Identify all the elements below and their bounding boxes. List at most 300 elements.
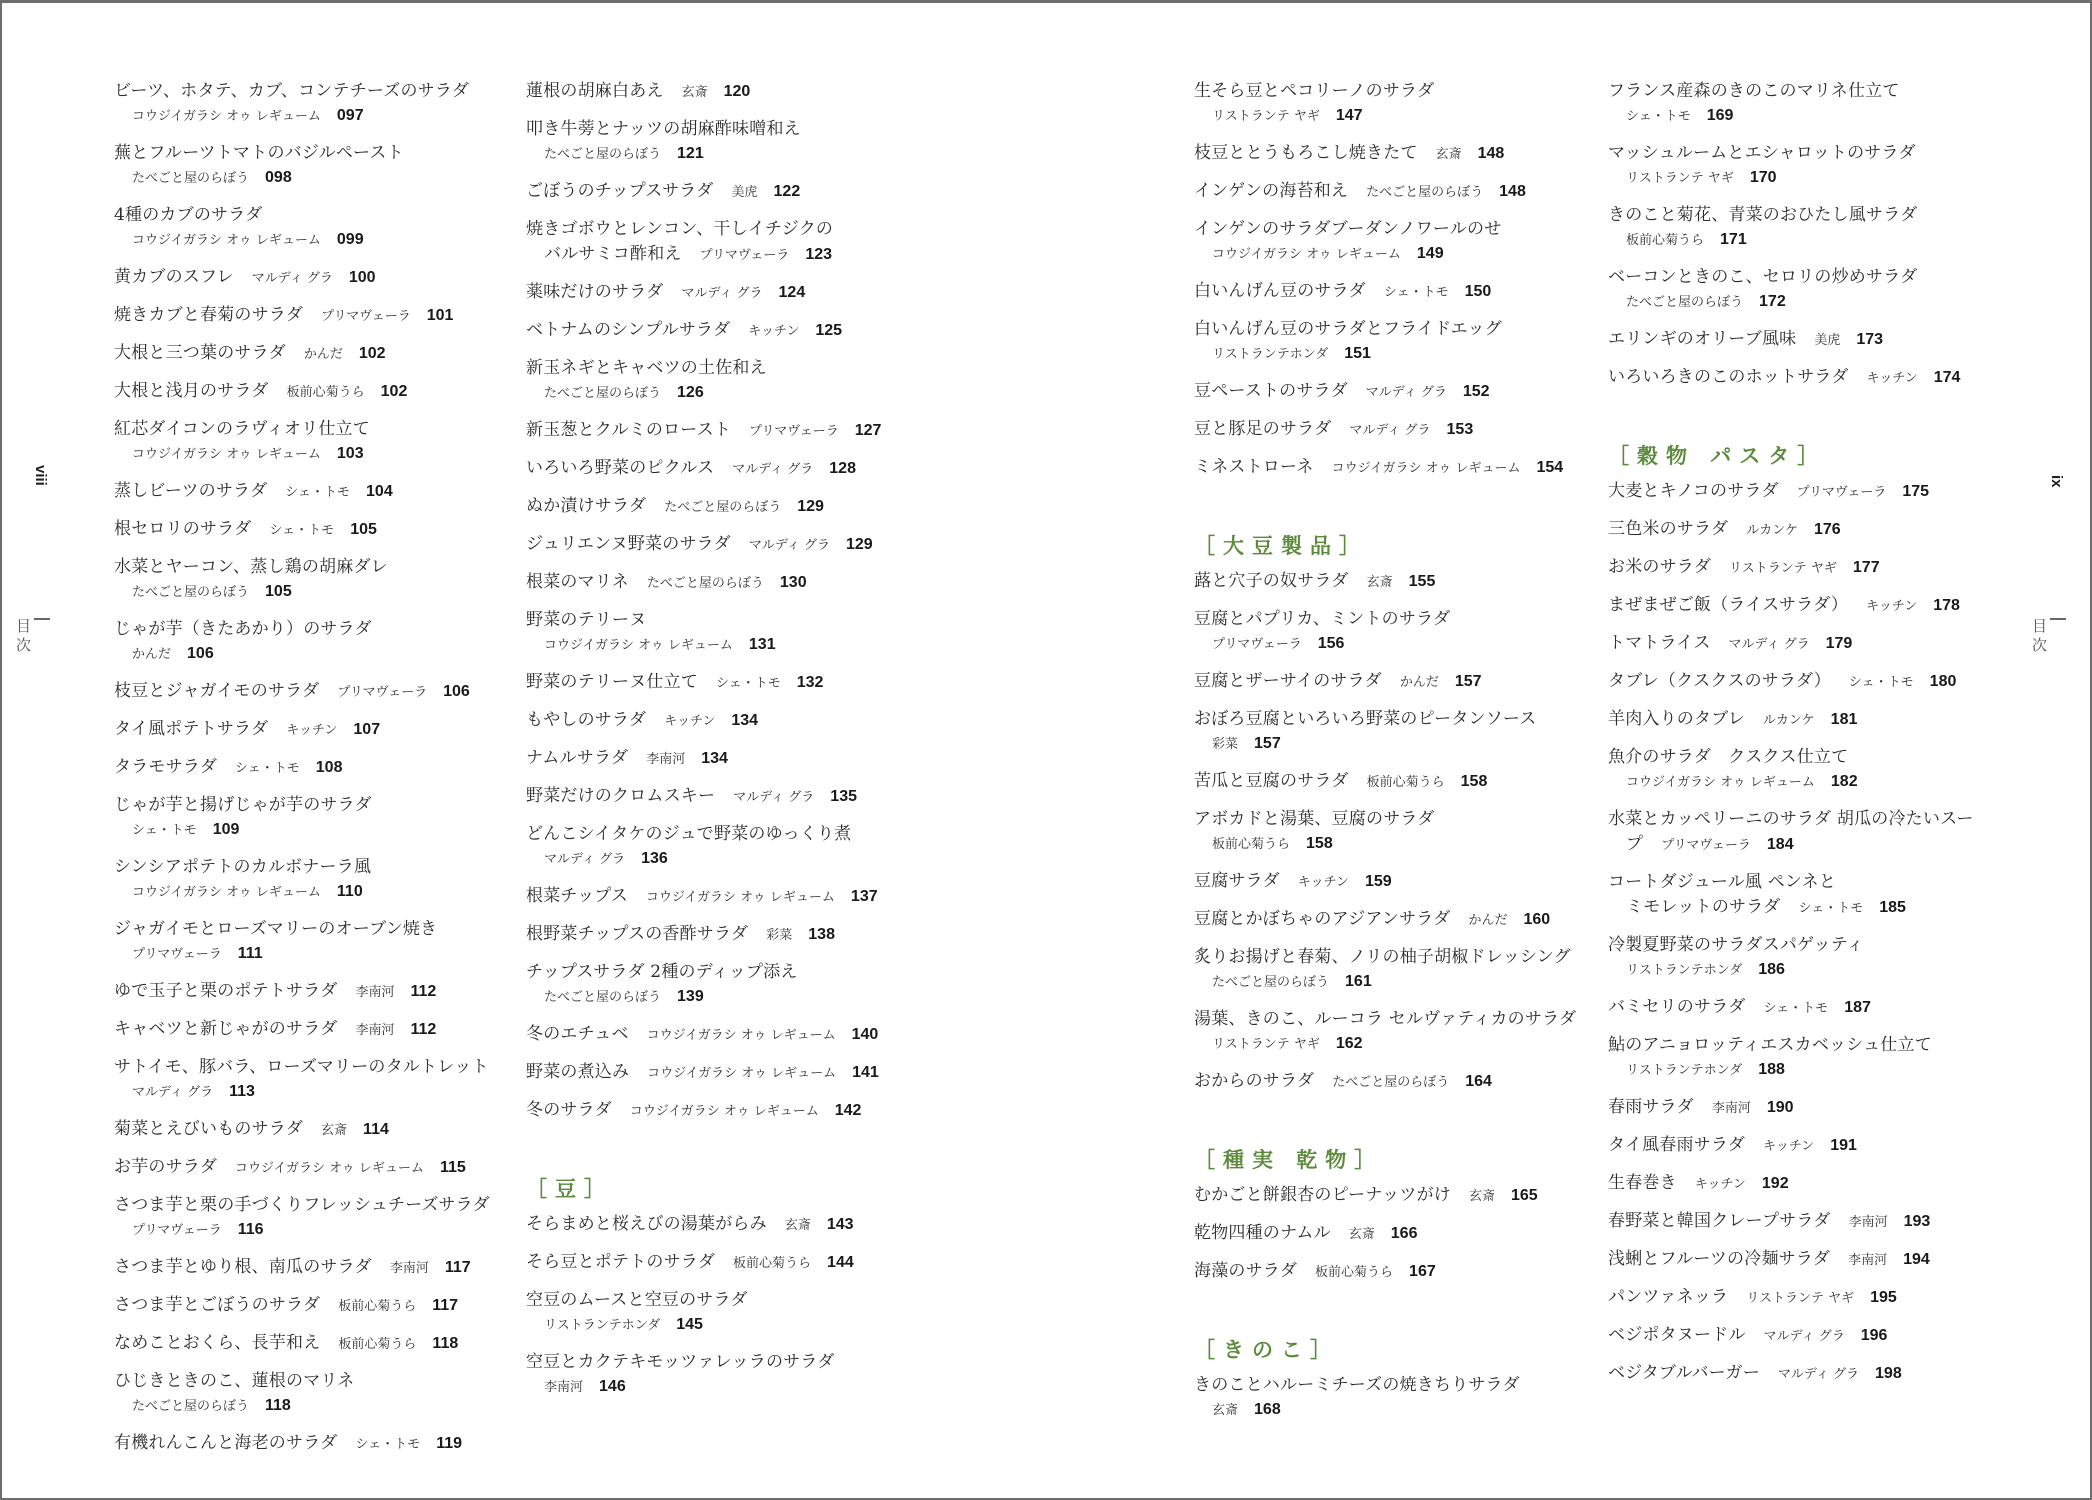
restaurant-name: コウジイガラシ オゥ レギューム [235,1161,424,1176]
toc-entry[interactable] [114,303,524,329]
toc-entry[interactable] [114,1331,524,1357]
dish-title: おぼろ豆腐といろいろ野菜のピータンソース [1194,709,1537,729]
page-number: 180 [1929,673,1957,690]
toc-entry[interactable] [114,1193,524,1243]
toc-entry[interactable] [114,1017,524,1043]
toc-entry[interactable] [526,456,936,482]
toc-entry[interactable] [1194,1183,1604,1209]
page-number: 152 [1462,383,1490,400]
page-number: 118 [265,1397,291,1414]
restaurant-name: プリマヴェーラ [749,424,839,439]
dish-title: 冬のサラダ [526,1100,612,1120]
toc-entry[interactable] [1194,769,1604,795]
page-number: 158 [1306,835,1333,852]
toc-entry[interactable] [114,793,524,843]
entry-second-line [114,818,524,843]
toc-entry[interactable] [114,1117,524,1143]
dish-title: 菊菜とえびいものサラダ [114,1119,304,1139]
page-number: 153 [1446,421,1474,438]
toc-entry[interactable] [526,570,936,596]
dish-title: インゲンのサラダブーダンノワールのせ [1194,219,1502,239]
entry-second-line [114,104,524,129]
toc-entry[interactable] [1608,1285,2018,1311]
toc-entry[interactable] [526,822,936,872]
restaurant-name: キッチン [1866,599,1918,614]
dish-title: 苦瓜と豆腐のサラダ [1194,771,1349,791]
page-number: 127 [854,422,882,439]
dish-title-continued: ミモレットのサラダ [1626,897,1781,917]
page-number: 109 [212,821,240,838]
dish-title: 冷製夏野菜のサラダスパゲッティ [1608,935,1864,955]
restaurant-name: コウジイガラシ オゥ レギューム [1331,461,1521,476]
page-number: 169 [1706,107,1734,124]
toc-entry[interactable] [114,917,524,967]
page-number: 128 [829,460,856,477]
page-number: 113 [229,1083,255,1100]
toc-entry[interactable] [1194,1221,1604,1247]
page-number: 141 [852,1064,879,1081]
toc-entry[interactable] [1608,479,2018,505]
page-number: 105 [350,521,377,538]
toc-entry[interactable] [526,608,936,658]
page-number: 154 [1536,459,1564,476]
page-number: 122 [773,183,801,200]
toc-entry[interactable] [114,517,524,543]
restaurant-name: リストランテホンダ [544,1318,661,1333]
toc-entry[interactable] [526,960,936,1010]
toc-entry[interactable] [1608,79,2018,129]
entry-second-line [1194,632,1604,657]
toc-entry[interactable] [526,1350,936,1400]
dish-title: コートダジュール風 ペンネと [1608,872,1837,892]
toc-entry[interactable] [1608,1361,2018,1387]
restaurant-name: マルディ グラ [681,286,763,301]
restaurant-name: たべごと屋のらぼう [544,990,662,1005]
toc-entry[interactable] [1608,631,2018,657]
toc-entry[interactable] [1194,417,1604,443]
toc-entry[interactable] [1608,1095,2018,1121]
toc-entry[interactable] [1194,607,1604,657]
page-number: 185 [1879,899,1906,916]
restaurant-name: たべごと屋のらぼう [544,147,662,162]
dish-title: 大根と浅月のサラダ [114,381,269,401]
toc-entry[interactable] [114,1255,524,1281]
dish-title: 大根と三つ葉のサラダ [114,343,286,363]
toc-entry[interactable] [1608,933,2018,983]
restaurant-name: キッチン [664,714,716,729]
toc-entry[interactable] [1194,279,1604,305]
toc-entry[interactable] [1194,869,1604,895]
toc-entry[interactable] [114,379,524,405]
restaurant-name: シェ・トモ [132,823,197,838]
toc-entry[interactable] [1608,995,2018,1021]
dish-title: 生春巻き [1608,1173,1677,1193]
toc-entry[interactable] [1194,141,1604,167]
dish-title: 鮎のアニョロッティエスカベッシュ仕立て [1608,1035,1932,1055]
page-number: 116 [237,1221,264,1238]
dish-title: 羊肉入りのタブレ [1608,709,1745,729]
toc-entry[interactable] [114,341,524,367]
toc-entry[interactable] [1608,327,2018,353]
dish-title: キャベツと新じゃがのサラダ [114,1019,338,1039]
page-number: 158 [1460,773,1488,790]
restaurant-name: たべごと屋のらぼう [646,576,764,591]
dish-title: ベーコンときのこ、セロリの炒めサラダ [1608,267,1918,287]
toc-entry[interactable] [1194,945,1604,995]
dish-title: 新玉葱とクルミのロースト [526,420,732,440]
page-number: 150 [1464,283,1492,300]
page-number: 195 [1870,1289,1897,1306]
toc-entry[interactable] [1608,745,2018,795]
toc-entry[interactable] [1194,455,1604,481]
toc-entry[interactable] [1608,1247,2018,1273]
toc-entry[interactable] [526,356,936,406]
page-number: 145 [676,1316,703,1333]
toc-entry[interactable] [526,1250,936,1276]
page-number: 142 [834,1102,862,1119]
restaurant-name: キッチン [1763,1139,1815,1154]
page-number: 102 [358,345,386,362]
toc-entry[interactable] [1194,179,1604,205]
restaurant-name: コウジイガラシ オゥ レギューム [1626,775,1815,790]
toc-entry[interactable] [526,708,936,734]
toc-entry[interactable] [114,417,524,467]
toc-entry[interactable] [526,1288,936,1338]
entry-second-line [1194,104,1604,129]
toc-entry[interactable] [1194,1007,1604,1057]
toc-entry[interactable] [1608,1323,2018,1349]
dish-title: ベトナムのシンプルサラダ [526,320,731,340]
page-number: 125 [815,322,843,339]
toc-entry[interactable] [1608,265,2018,315]
toc-entry[interactable] [526,418,936,444]
toc-entry[interactable] [1608,517,2018,543]
entry-second-line [526,242,936,268]
restaurant-name: プリマヴェーラ [699,248,790,263]
dish-title: 野菜だけのクロムスキー [526,786,716,806]
dish-title: もやしのサラダ [526,710,647,730]
dish-title: 生そら豆とペコリーノのサラダ [1194,81,1435,101]
toc-entry[interactable] [526,922,936,948]
restaurant-name: 玄斎 [1468,1189,1495,1204]
toc-entry[interactable] [1194,1373,1604,1423]
entry-second-line [526,847,936,872]
restaurant-name: 玄斎 [1348,1227,1375,1242]
page-number: 157 [1454,673,1482,690]
toc-entry[interactable] [1194,907,1604,933]
page-number: 179 [1825,635,1853,652]
dish-title: さつま芋と栗の手づくりフレッシュチーズサラダ [114,1195,490,1215]
restaurant-name: キッチン [1694,1177,1746,1192]
toc-entry[interactable] [1194,317,1604,367]
toc-entry[interactable] [1608,365,2018,391]
section-heading: ［豆］ [526,1177,613,1201]
page-number: 184 [1766,836,1794,853]
page-number-left: viii [32,465,49,486]
entry-second-line [526,381,936,406]
page-number: 148 [1477,145,1505,162]
dish-title: 叩き牛蒡とナッツの胡麻酢味噌和え [526,119,801,139]
toc-column-3 [1194,79,1604,1435]
restaurant-name: マルディ グラ [748,538,830,553]
toc-entry[interactable] [114,1293,524,1319]
entry-second-line [1608,895,2018,921]
restaurant-name: 美虎 [1814,333,1841,348]
page-number: 097 [336,107,364,124]
page-number: 194 [1903,1251,1930,1268]
dish-title: エリンギのオリーブ風味 [1608,329,1797,349]
dish-title: きのことハルーミチーズの焼きちりサラダ [1194,1375,1520,1395]
toc-entry[interactable] [114,479,524,505]
restaurant-name: たべごと屋のらぼう [664,500,782,515]
page-number: 190 [1766,1099,1794,1116]
toc-entry[interactable] [526,532,936,558]
page-number: 135 [830,788,857,805]
page-number: 134 [701,750,728,767]
entry-second-line [526,1313,936,1338]
restaurant-name: 板前心菊うら [1626,233,1705,248]
restaurant-name: たべごと屋のらぼう [1366,185,1484,200]
page-number: 148 [1499,183,1526,200]
dish-title: 焼きカブと春菊のサラダ [114,305,304,325]
toc-entry[interactable] [1608,807,2018,858]
restaurant-name: マルディ グラ [251,271,333,286]
toc-entry[interactable] [114,1369,524,1419]
page-number: 098 [265,169,292,186]
toc-entry[interactable] [114,1431,524,1457]
toc-entry[interactable] [1608,1033,2018,1083]
toc-column-2 [526,79,936,1412]
toc-entry[interactable] [114,679,524,705]
dish-title: チップスサラダ 2種のディップ添え [526,962,798,982]
toc-entry[interactable] [1608,1133,2018,1159]
section-heading: ［大豆製品］ [1194,534,1368,558]
toc-entry[interactable] [114,265,524,291]
page-number: 134 [731,712,759,729]
page-number: 161 [1345,973,1372,990]
restaurant-name: 板前心菊うら [338,1299,417,1314]
dish-title: フランス産森のきのこのマリネ仕立て [1608,81,1900,101]
toc-entry[interactable] [1608,203,2018,253]
dish-title: 魚介のサラダ クスクス仕立て [1608,747,1849,767]
entry-second-line [1608,166,2018,191]
toc-entry[interactable] [1608,1209,2018,1235]
page-number: 129 [845,536,873,553]
page-number: 112 [410,1021,437,1038]
entry-second-line [1194,342,1604,367]
restaurant-name: マルディ グラ [1777,1367,1860,1382]
toc-entry[interactable] [114,855,524,905]
restaurant-name: 玄斎 [321,1123,348,1138]
toc-entry[interactable] [526,1060,936,1086]
toc-entry[interactable] [526,1022,936,1048]
dish-title: 焼きゴボウとレンコン、干しイチジクの [526,219,834,239]
dish-title: 黄カブのスフレ [114,267,234,287]
toc-entry[interactable] [114,79,524,129]
restaurant-name: シェ・トモ [285,485,351,500]
dish-title: シンシアポテトのカルボナーラ風 [114,857,372,877]
page-number: 130 [779,574,807,591]
page-number: 101 [426,307,454,324]
page-number: 155 [1408,573,1436,590]
dish-title: 豆腐サラダ [1194,871,1280,891]
toc-entry[interactable] [114,1055,524,1105]
page-number: 157 [1254,735,1281,752]
margin-label-right [2030,618,2066,656]
dish-title: 根セロリのサラダ [114,519,252,539]
toc-entry[interactable] [526,746,936,772]
restaurant-name: かんだ [1468,913,1508,928]
toc-entry[interactable] [526,217,936,268]
dish-title: おからのサラダ [1194,1071,1315,1091]
page-number-right: ix [2048,475,2065,488]
dish-title: 根野菜チップスの香酢サラダ [526,924,749,944]
dish-title: 蕗と穴子の奴サラダ [1194,571,1349,591]
restaurant-name: コウジイガラシ オゥ レギューム [646,1028,836,1043]
dish-title: 新玉ネギとキャベツの土佐和え [526,358,767,378]
toc-entry[interactable] [1608,555,2018,581]
toc-entry[interactable] [526,318,936,344]
toc-entry[interactable] [114,1155,524,1181]
page-number: 162 [1335,1035,1363,1052]
toc-entry[interactable] [114,203,524,253]
dish-title: 紅芯ダイコンのラヴィオリ仕立て [114,419,370,439]
dish-title: ジュリエンヌ野菜のサラダ [526,534,731,554]
entry-second-line [526,1375,936,1400]
restaurant-name: リストランテ ヤギ [1729,561,1837,576]
toc-entry[interactable] [1194,807,1604,857]
dish-title: アボカドと湯葉、豆腐のサラダ [1194,809,1435,829]
restaurant-name: たべごと屋のらぼう [132,585,250,600]
entry-second-line [526,142,936,167]
page-number: 112 [410,983,437,1000]
page-number: 147 [1335,107,1363,124]
entry-second-line [1194,970,1604,995]
restaurant-name: たべごと屋のらぼう [544,386,662,401]
restaurant-name: リストランテ ヤギ [1212,1037,1320,1052]
toc-entry[interactable] [526,784,936,810]
toc-entry[interactable] [1194,79,1604,129]
dish-title-continued: バルサミコ酢和え [544,244,682,264]
dish-title: タラモサラダ [114,757,218,777]
toc-entry[interactable] [1194,669,1604,695]
dish-title: 春野菜と韓国クレープサラダ [1608,1211,1831,1231]
restaurant-name: マルディ グラ [1365,385,1447,400]
toc-entry[interactable] [1608,141,2018,191]
entry-second-line [1608,290,2018,315]
restaurant-name: 李南河 [355,1023,395,1038]
toc-entry[interactable] [1608,707,2018,733]
toc-entry[interactable] [1608,870,2018,921]
toc-entry[interactable] [1608,669,2018,695]
toc-entry[interactable] [114,617,524,667]
toc-entry[interactable] [114,141,524,191]
page-number: 170 [1749,169,1777,186]
toc-entry[interactable] [1194,1259,1604,1285]
toc-entry[interactable] [526,280,936,306]
page-number: 119 [436,1435,462,1452]
restaurant-name: リストランテホンダ [1626,1063,1743,1078]
dish-title: そらまめと桜えびの湯葉がらみ [526,1214,767,1234]
restaurant-name: 彩菜 [1212,737,1239,752]
toc-entry[interactable] [114,717,524,743]
restaurant-name: 玄斎 [1212,1403,1239,1418]
restaurant-name: 美虎 [731,185,758,200]
toc-entry[interactable] [1608,593,2018,619]
toc-entry[interactable] [526,117,936,167]
dish-title: さつま芋とごぼうのサラダ [114,1295,321,1315]
toc-entry[interactable] [1194,379,1604,405]
dish-title: 有機れんこんと海老のサラダ [114,1433,338,1453]
page-number: 159 [1364,873,1392,890]
toc-entry[interactable] [526,1098,936,1124]
toc-entry[interactable] [1194,1069,1604,1095]
restaurant-name: キッチン [286,723,338,738]
page-number: 191 [1830,1137,1857,1154]
toc-column-4 [1608,79,2018,1399]
restaurant-name: コウジイガラシ オゥ レギューム [647,1066,837,1081]
restaurant-name: 玄斎 [1435,147,1462,162]
entry-second-line [114,228,524,253]
toc-entry[interactable] [526,179,936,205]
restaurant-name: 李南河 [1848,1215,1888,1230]
toc-entry[interactable] [1194,707,1604,757]
dish-title: 海藻のサラダ [1194,1261,1298,1281]
page-number: 149 [1416,245,1444,262]
dish-title: 水菜とカッペリーニのサラダ 胡瓜の冷たいスー [1608,809,1974,829]
dish-title: タブレ（クスクスのサラダ） [1608,671,1831,691]
dish-title: いろいろきのこのホットサラダ [1608,367,1849,387]
toc-entry[interactable] [114,755,524,781]
toc-entry[interactable] [526,884,936,910]
restaurant-name: コウジイガラシ オゥ レギューム [1212,247,1401,262]
page-number: 117 [432,1297,459,1314]
restaurant-name: プリマヴェーラ [1796,485,1887,500]
entry-second-line [114,942,524,967]
restaurant-name: かんだ [1399,675,1439,690]
page-number: 108 [315,759,343,776]
page-number: 123 [805,246,833,263]
toc-entry[interactable] [1194,217,1604,267]
section-heading: ［穀物 パスタ］ [1608,444,1827,468]
toc-entry[interactable] [114,979,524,1005]
toc-entry[interactable] [526,670,936,696]
dish-title: 枝豆とジャガイモのサラダ [114,681,320,701]
toc-entry[interactable] [526,494,936,520]
page-number: 192 [1761,1175,1789,1192]
dish-title: 野菜の煮込み [526,1062,630,1082]
toc-entry[interactable] [1608,1171,2018,1197]
page-number: 174 [1933,369,1961,386]
dish-title: 4種のカブのサラダ [114,205,263,225]
entry-second-line [114,642,524,667]
toc-entry[interactable] [526,1212,936,1238]
toc-entry[interactable] [114,555,524,605]
toc-entry[interactable] [1194,569,1604,595]
entry-second-line [1608,1058,2018,1083]
restaurant-name: シェ・トモ [1848,675,1914,690]
restaurant-name: 板前心菊うら [1366,775,1445,790]
page-number: 136 [641,850,668,867]
page-number: 181 [1830,711,1858,728]
dish-title: 湯葉、きのこ、ルーコラ セルヴァティカのサラダ [1194,1009,1577,1029]
restaurant-name: プリマヴェーラ [132,1223,222,1238]
dish-title: 浅蜊とフルーツの冷麺サラダ [1608,1249,1831,1269]
toc-entry[interactable] [526,79,936,105]
page-number: 105 [265,583,292,600]
page-number: 176 [1813,521,1841,538]
dish-title: 野菜のテリーヌ仕立て [526,672,698,692]
